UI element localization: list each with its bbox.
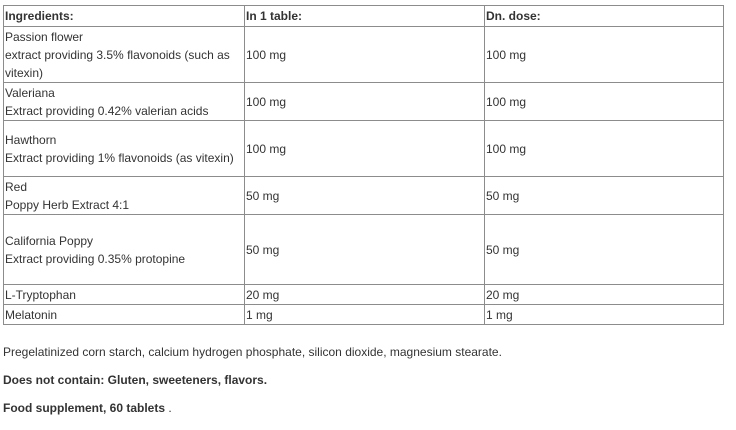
product-type-suffix: .	[165, 401, 172, 415]
table-row	[4, 305, 724, 325]
product-type-text: Food supplement, 60 tablets	[3, 401, 166, 415]
other-ingredients-text: Pregelatinized corn starch, calcium hydrogen phosphate, silicon dioxide, magnesium stearate.	[3, 345, 502, 359]
ingredient-cell	[4, 215, 245, 285]
ingredient-desc: Extract providing 0.35% protopine	[5, 251, 186, 266]
ingredient-cell: Melatonin	[4, 305, 245, 325]
table-row	[4, 121, 724, 177]
ingredient-cell	[4, 121, 245, 177]
per-tablet-cell: 20 mg	[245, 285, 485, 305]
table-row	[4, 177, 724, 215]
header-per-tablet: In 1 table:	[245, 6, 485, 27]
product-type-line	[3, 401, 172, 415]
ingredient-desc: Poppy Herb Extract 4:1	[5, 197, 130, 212]
ingredient-name: Red	[5, 179, 28, 194]
ingredient-cell	[4, 177, 245, 215]
per-tablet-cell: 50 mg	[245, 215, 485, 285]
daily-dose-cell: 20 mg	[485, 285, 724, 305]
per-tablet-cell: 100 mg	[245, 121, 485, 177]
ingredient-cell: L-Tryptophan	[4, 285, 245, 305]
table-row	[4, 27, 724, 83]
ingredients-table	[3, 5, 724, 325]
ingredient-desc: Extract providing 1% flavonoids (as vitexin)	[5, 150, 234, 165]
table-row	[4, 285, 724, 305]
per-tablet-cell: 50 mg	[245, 177, 485, 215]
ingredient-name: Hawthorn	[5, 132, 57, 147]
ingredient-desc: Extract providing 0.42% valerian acids	[5, 103, 209, 118]
daily-dose-cell: 50 mg	[485, 215, 724, 285]
header-ingredients: Ingredients:	[4, 6, 245, 27]
per-tablet-cell: 1 mg	[245, 305, 485, 325]
ingredient-name: California Poppy	[5, 233, 94, 248]
daily-dose-cell: 50 mg	[485, 177, 724, 215]
table-row	[4, 215, 724, 285]
daily-dose-cell: 100 mg	[485, 83, 724, 121]
header-daily-dose: Dn. dose:	[485, 6, 724, 27]
ingredient-name: Valeriana	[5, 85, 55, 100]
table-row	[4, 83, 724, 121]
free-from-text: Does not contain: Gluten, sweeteners, flavors.	[3, 373, 268, 387]
per-tablet-cell: 100 mg	[245, 83, 485, 121]
daily-dose-cell: 100 mg	[485, 121, 724, 177]
daily-dose-cell: 100 mg	[485, 27, 724, 83]
ingredient-desc: extract providing 3.5% flavonoids (such as vitexin)	[5, 47, 230, 80]
per-tablet-cell: 100 mg	[245, 27, 485, 83]
daily-dose-cell: 1 mg	[485, 305, 724, 325]
ingredient-name: Passion flower	[5, 29, 84, 44]
ingredient-cell	[4, 83, 245, 121]
ingredient-cell	[4, 27, 245, 83]
table-header-row	[4, 6, 724, 27]
